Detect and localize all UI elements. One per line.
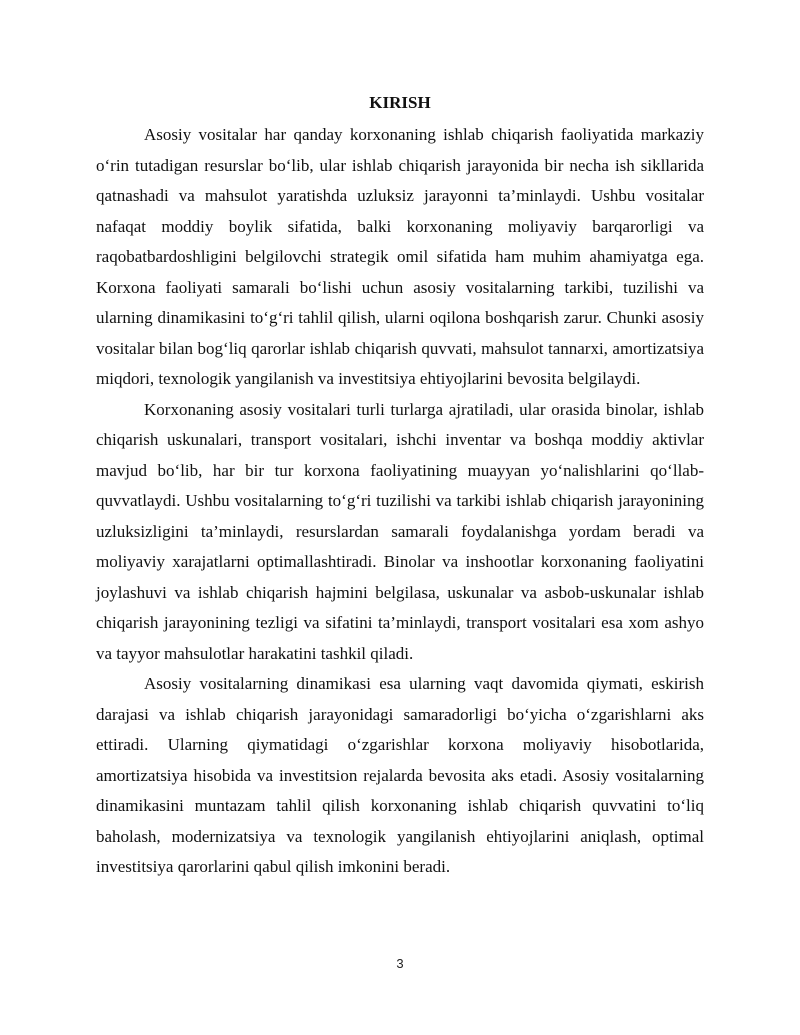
page-number: 3 <box>396 956 404 971</box>
section-title: KIRISH <box>369 93 431 112</box>
paragraph-3: Asosiy vositalarning dinamikasi esa ularning vaqt davomida qiymati, eskirish darajasi va ishlab chiqarish jarayonidagi samaradorligi bo‘yicha o‘zgarishlarni aks ettiradi. Ularning qiymatidagi o‘zgarishlar korxona moliyaviy hisobotlarida, amortizatsiya hisobida va investitsion rejalarda bevosita aks etadi. Asosiy vositalarning dinamikasini muntazam tahlil qilish korxonaning ishlab chiqarish quvvatini to‘liq baholash, modernizatsiya va texnologik yangilanish ehtiyojlarini aniqlash, optimal investitsiya qarorlarini qabul qilish imkonini beradi. <box>96 674 704 876</box>
paragraph-1: Asosiy vositalar har qanday korxonaning ishlab chiqarish faoliyatida markaziy o‘rin tutadigan resurslar bo‘lib, ular ishlab chiqarish jarayonida bir necha ish sikllarida qatnashadi va mahsulot yaratishda uzluksiz jarayonni ta’minlaydi. Ushbu vositalar nafaqat moddiy boylik sifatida, balki korxonaning moliyaviy barqarorligi va raqobatbardoshligini belgilovchi strategik omil sifatida ham muhim ahamiyatga ega. Korxona faoliyati samarali bo‘lishi uchun asosiy vositalarning tarkibi, tuzilishi va ularning dinamikasini to‘g‘ri tahlil qilish, ularni oqilona boshqarish zarur. Chunki asosiy vositalar bilan bog‘liq qarorlar ishlab chiqarish quvvati, mahsulot tannarxi, amortizatsiya miqdori, texnologik yangilanish va investitsiya ehtiyojlarini bevosita belgilaydi. <box>96 125 704 388</box>
paragraph-2: Korxonaning asosiy vositalari turli turlarga ajratiladi, ular orasida binolar, ishlab chiqarish uskunalari, transport vositalari, ishchi inventar va boshqa moddiy aktivlar mavjud bo‘lib, har bir tur korxona faoliyatining muayyan yo‘nalishlarini qo‘llab-quvvatlaydi. Ushbu vositalarning to‘g‘ri tuzilishi va tarkibi ishlab chiqarish jarayonining uzluksizligini ta’minlaydi, resurslardan samarali foydalanishga yordam beradi va moliyaviy xarajatlarni optimallashtiradi. Binolar va inshootlar korxonaning faoliyatini joylashuvi va ishlab chiqarish hajmini belgilasa, uskunalar va asbob-uskunalar ishlab chiqarish jarayonining tezligi va sifatini ta’minlaydi, transport vositalari esa xom ashyo va tayyor mahsulotlar harakatini tashkil qiladi. <box>96 399 704 663</box>
